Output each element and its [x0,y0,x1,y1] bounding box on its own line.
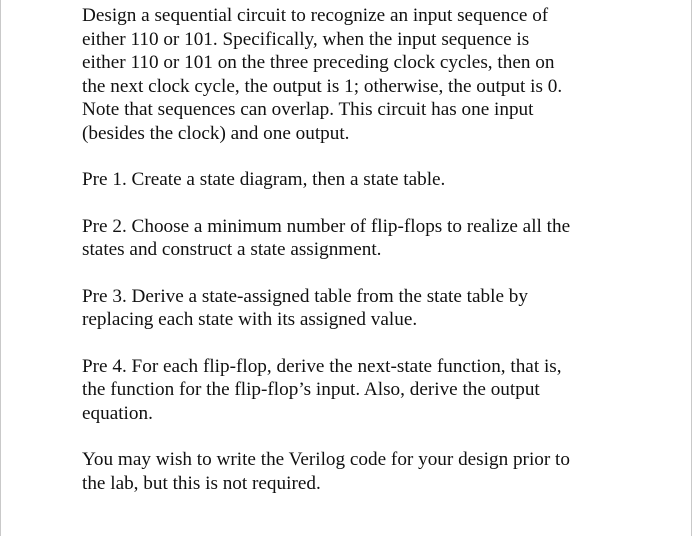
pre4-paragraph: Pre 4. For each flip-flop, derive the next-state function, that is, the function for the flip-flop’s input. Also, derive the output equation. [82,355,562,424]
pre1-paragraph: Pre 1. Create a state diagram, then a state table. [82,169,446,190]
pre3-paragraph: Pre 3. Derive a state-assigned table from the state table by replacing each state with its assigned value. [82,285,528,330]
document-body [82,4,642,495]
note-paragraph: You may wish to write the Verilog code for your design prior to the lab, but this is not required. [82,449,570,494]
pre2-paragraph: Pre 2. Choose a minimum number of flip-flops to realize all the states and construct a state assignment. [82,215,571,260]
intro-paragraph: Design a sequential circuit to recognize an input sequence of either 110 or 101. Specifically, when the input sequence is either 110 or 101 on the three preceding clock cycles, then on the next clock cycle, the output is 1; otherwise, the output is 0. Note that sequences can overlap. This circuit has one input (besides the clock) and one output. [82,5,563,144]
